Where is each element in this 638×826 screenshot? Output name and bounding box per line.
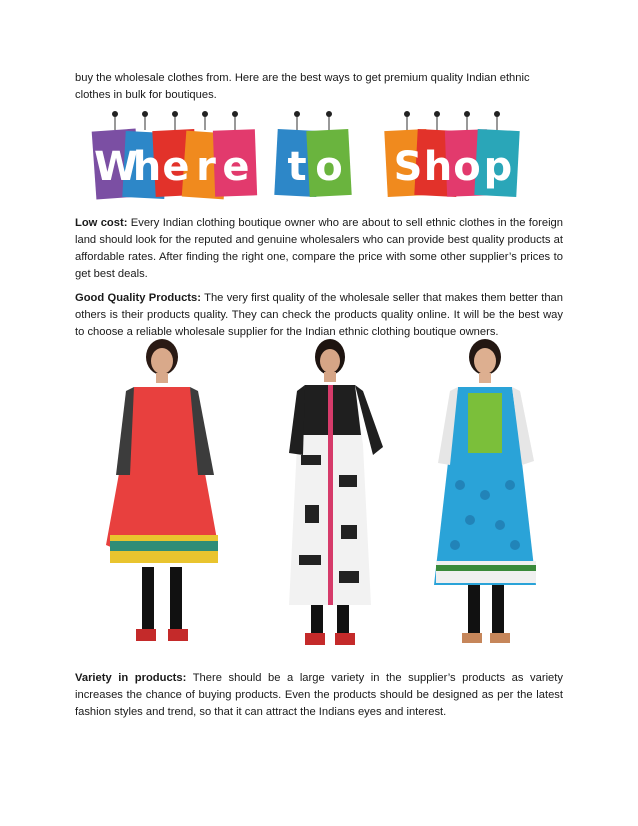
variety-paragraph <box>75 670 563 721</box>
banner-graphic <box>90 108 530 208</box>
intro-paragraph: buy the wholesale clothes from. Here are the best ways to get premium quality Indian ethnic clothes in bulk for boutiques. <box>75 72 530 101</box>
good-quality-heading: Good Quality Products: <box>75 292 201 304</box>
where-to-shop-banner <box>90 108 530 208</box>
banner-letter-3: e <box>162 144 190 190</box>
banner-letter-8: S <box>393 144 423 190</box>
model-red-kurti <box>90 335 240 655</box>
low-cost-paragraph <box>75 215 563 283</box>
model-black-white-kurti <box>255 335 405 655</box>
low-cost-text: Every Indian clothing boutique owner who are about to sell ethnic clothes in the foreign land should look for the reputed and genuine wholesalers who can provide best quality products at affordable rates. After finding the right one, compare the price with some other supplier’s prices to get best deals. <box>75 217 563 280</box>
banner-letter-9: h <box>423 144 453 190</box>
good-quality-text: The very first quality of the wholesale seller that makes them better than others is their products quality. They can check the products quality online. It will be the best way to choose a reliable wholesale supplier for the Indian ethnic clothing boutique owners. <box>75 292 563 338</box>
variety-heading: Variety in products: <box>75 672 187 684</box>
banner-letter-1: W <box>93 144 139 190</box>
banner-letter-4: r <box>196 144 216 190</box>
good-quality-paragraph <box>75 290 563 341</box>
banner-letter-5: e <box>222 144 250 190</box>
low-cost-heading: Low cost: <box>75 217 128 229</box>
variety-text: There should be a large variety in the supplier’s products as variety increases the chance of buying products. Even the products should be designed as per the latest fashion styles and trend, so that it can attract the Indians eyes and interest. <box>75 672 563 718</box>
banner-letter-10: o <box>453 144 481 190</box>
model-blue-kurti <box>410 335 560 655</box>
banner-letter-6: t <box>287 144 307 190</box>
banner-letter-2: h <box>132 144 162 190</box>
banner-letter-11: p <box>483 144 513 190</box>
banner-letter-7: o <box>315 144 343 190</box>
kurti-models-photo <box>90 335 560 655</box>
